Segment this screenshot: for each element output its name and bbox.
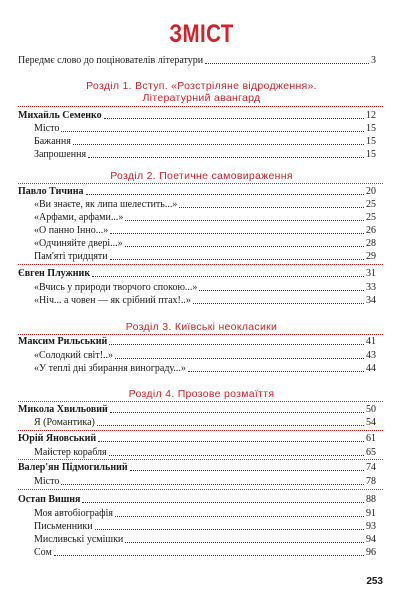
toc-intro-text: Передмє слово до поцінователів літератури bbox=[18, 55, 204, 66]
toc-work-row bbox=[34, 533, 376, 546]
author-divider bbox=[18, 264, 383, 265]
dot-leader bbox=[86, 194, 364, 195]
toc-entry-page: 94 bbox=[366, 534, 376, 545]
toc-work-row bbox=[34, 237, 376, 250]
toc-entry-page: 78 bbox=[366, 476, 376, 487]
toc-author-row bbox=[18, 109, 376, 122]
page-title: ЗМІСТ bbox=[169, 20, 234, 48]
toc-work-row bbox=[34, 349, 376, 362]
section-4-title: Розділ 4. Прозове розмаїття bbox=[128, 388, 275, 400]
section-divider bbox=[18, 106, 383, 107]
toc-entry-page: 25 bbox=[366, 212, 376, 223]
toc-work-row bbox=[34, 224, 376, 237]
toc-entry-text: Я (Романтика) bbox=[34, 417, 95, 428]
toc-entry-page: 28 bbox=[366, 238, 376, 249]
section-1-title bbox=[36, 80, 367, 104]
toc-work-row bbox=[34, 281, 376, 294]
toc-work-row bbox=[34, 135, 376, 148]
toc-entry-text: Остап Вишня bbox=[18, 494, 81, 505]
toc-author-row bbox=[18, 267, 376, 280]
section-divider bbox=[18, 183, 383, 184]
toc-entry-text: Максим Рильський bbox=[18, 336, 108, 347]
dot-leader bbox=[54, 555, 364, 556]
toc-entry-text: Мисливські усмішки bbox=[34, 534, 124, 545]
dot-leader bbox=[188, 371, 364, 372]
toc-entry-page: 29 bbox=[366, 251, 376, 262]
toc-entry-page: 44 bbox=[366, 363, 376, 374]
section-divider bbox=[18, 401, 383, 402]
dot-leader bbox=[88, 157, 364, 158]
toc-author-row bbox=[18, 432, 376, 445]
dot-leader bbox=[115, 358, 364, 359]
toc-entry-text: «Арфами, арфами...» bbox=[34, 212, 124, 223]
toc-entry-page: 15 bbox=[366, 123, 376, 134]
toc-entry-page: 31 bbox=[366, 268, 376, 279]
toc-entry-page: 96 bbox=[366, 547, 376, 558]
toc-entry-page: 34 bbox=[366, 295, 376, 306]
toc-entry-text: Майстер корабля bbox=[34, 447, 107, 458]
toc-entry-page: 65 bbox=[366, 447, 376, 458]
toc-entry-text: Павло Тичина bbox=[18, 186, 84, 197]
dot-leader bbox=[92, 276, 364, 277]
toc-work-row bbox=[34, 294, 376, 307]
dot-leader bbox=[109, 455, 364, 456]
toc-entry-page: 25 bbox=[366, 199, 376, 210]
dot-leader bbox=[110, 412, 364, 413]
toc-work-row bbox=[34, 362, 376, 375]
toc-entry-text: Пам'яті тридцяти bbox=[34, 251, 108, 262]
toc-entry-text: Моя автобіографія bbox=[34, 508, 113, 519]
toc-work-row bbox=[34, 507, 376, 520]
toc-entry-text: «Ніч... а човен — як срібний птах!..» bbox=[34, 295, 191, 306]
dot-leader bbox=[98, 441, 364, 442]
toc-entry-text: Валер'ян Підмогильний bbox=[18, 462, 128, 473]
toc-entry-text: Письменники bbox=[34, 521, 93, 532]
dot-leader bbox=[110, 233, 364, 234]
toc-entry-page: 20 bbox=[366, 186, 376, 197]
page-number: 253 bbox=[366, 576, 383, 587]
toc-entry-page: 33 bbox=[366, 282, 376, 293]
toc-entry-page: 43 bbox=[366, 350, 376, 361]
section-3-title: Розділ 3. Київські неокласики bbox=[125, 321, 278, 333]
dot-leader bbox=[205, 63, 369, 64]
toc-entry-page: 54 bbox=[366, 417, 376, 428]
toc-entry-text: Микола Хвильовий bbox=[18, 404, 108, 415]
toc-work-row bbox=[34, 148, 376, 161]
dot-leader bbox=[95, 529, 364, 530]
toc-entry-page: 15 bbox=[366, 149, 376, 160]
toc-entry-page: 26 bbox=[366, 225, 376, 236]
toc-work-row bbox=[34, 475, 376, 488]
toc-entry-text: «Солодкий світ!..» bbox=[34, 350, 114, 361]
dot-leader bbox=[199, 290, 364, 291]
dot-leader bbox=[73, 144, 364, 145]
toc-entry-page: 12 bbox=[366, 110, 376, 121]
toc-author-row bbox=[18, 403, 376, 416]
toc-work-row bbox=[34, 211, 376, 224]
dot-leader bbox=[61, 484, 364, 485]
toc-entry-page: 74 bbox=[366, 462, 376, 473]
author-divider bbox=[18, 489, 383, 490]
dot-leader bbox=[130, 470, 364, 471]
toc-entry-page: 88 bbox=[366, 494, 376, 505]
dot-leader bbox=[110, 259, 364, 260]
dot-leader bbox=[109, 344, 364, 345]
dot-leader bbox=[61, 131, 364, 132]
dot-leader bbox=[125, 220, 364, 221]
toc-work-row bbox=[34, 520, 376, 533]
toc-author-row bbox=[18, 461, 376, 474]
author-divider bbox=[18, 459, 383, 460]
toc-entry-page: 93 bbox=[366, 521, 376, 532]
toc-entry-page: 91 bbox=[366, 508, 376, 519]
toc-entry-text: «Ви знаєте, як липа шелестить...» bbox=[34, 199, 178, 210]
toc-entry-text: Місто bbox=[34, 123, 60, 134]
toc-entry-text: Юрій Яновський bbox=[18, 433, 97, 444]
toc-entry-page: 15 bbox=[366, 136, 376, 147]
dot-leader bbox=[125, 542, 364, 543]
toc-entry-text: Місто bbox=[34, 476, 60, 487]
toc-author-row bbox=[18, 493, 376, 506]
toc-work-row bbox=[34, 416, 376, 429]
toc-entry-text: Сом bbox=[34, 547, 52, 558]
toc-entry-text: «Вчись у природи творчого спокою...» bbox=[34, 282, 198, 293]
section-1-title-line2: Літературний авангард bbox=[142, 92, 261, 104]
toc-entry-text: Бажання bbox=[34, 136, 71, 147]
toc-work-row bbox=[34, 546, 376, 559]
dot-leader bbox=[125, 246, 364, 247]
toc-author-row bbox=[18, 335, 376, 348]
dot-leader bbox=[97, 425, 364, 426]
toc-entry-text: Євген Плужник bbox=[18, 268, 91, 279]
toc-entry-page: 61 bbox=[366, 433, 376, 444]
toc-work-row bbox=[34, 250, 376, 263]
toc-intro-page: 3 bbox=[371, 55, 376, 66]
dot-leader bbox=[193, 303, 364, 304]
section-2-title: Розділ 2. Поетичне самовираження bbox=[110, 170, 293, 182]
toc-entry-text: Михайль Семенко bbox=[18, 110, 102, 121]
toc-work-row bbox=[34, 446, 376, 459]
toc-entry-page: 41 bbox=[366, 336, 376, 347]
dot-leader bbox=[179, 207, 364, 208]
toc-entry-text: «Одчиняйте двері...» bbox=[34, 238, 123, 249]
toc-work-row bbox=[34, 198, 376, 211]
section-1-title-line1: Розділ 1. Вступ. «Розстріляне відродження». bbox=[86, 80, 317, 92]
dot-leader bbox=[82, 502, 364, 503]
toc-intro bbox=[18, 54, 376, 67]
toc-entry-text: Запрошення bbox=[34, 149, 87, 160]
toc-entry-text: «О панно Інно...» bbox=[34, 225, 109, 236]
toc-entry-text: «У теплі дні збирання винограду...» bbox=[34, 363, 186, 374]
author-divider bbox=[18, 430, 383, 431]
dot-leader bbox=[115, 516, 364, 517]
dot-leader bbox=[104, 118, 364, 119]
toc-author-row bbox=[18, 185, 376, 198]
toc-work-row bbox=[34, 122, 376, 135]
toc-entry-page: 50 bbox=[366, 404, 376, 415]
